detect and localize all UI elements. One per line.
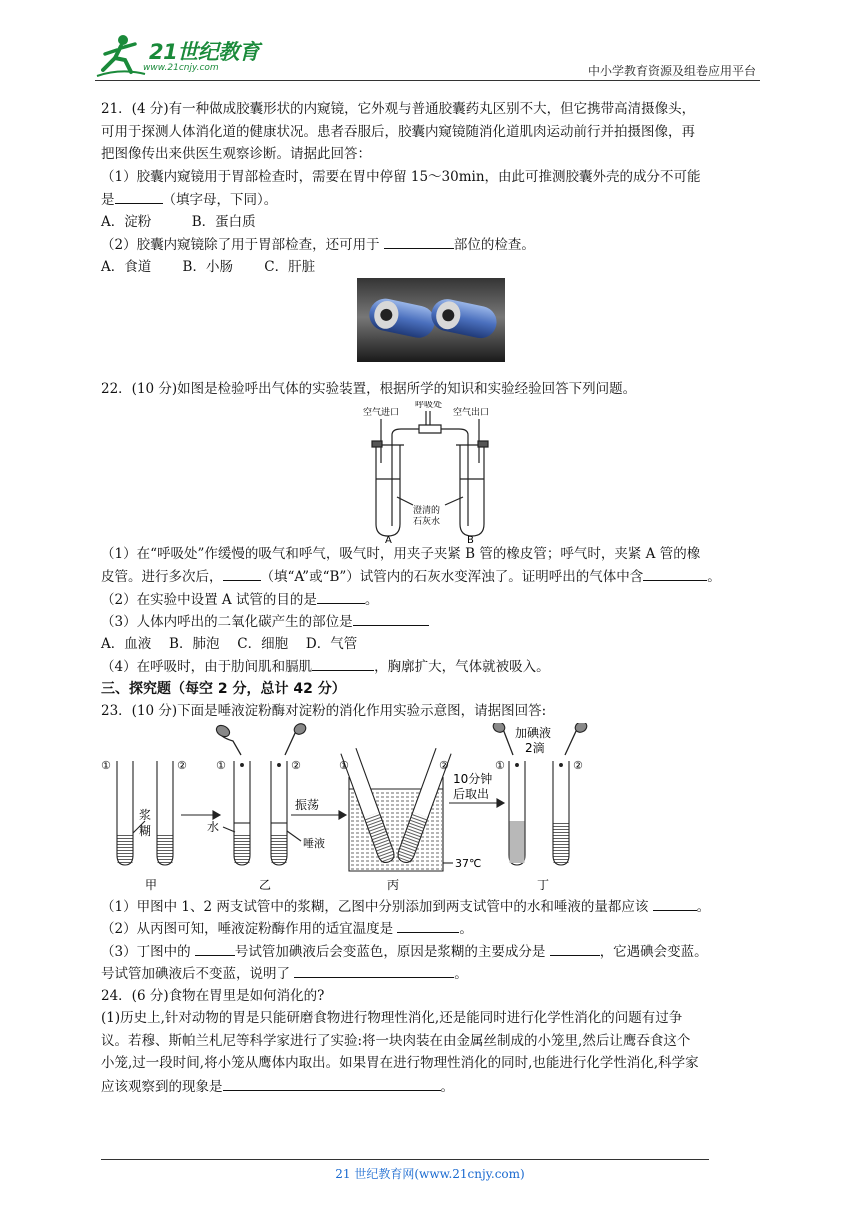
q22-text: （2）在实验中设置 A 试管的目的是 xyxy=(101,591,317,608)
label-jia: 甲 xyxy=(145,877,158,892)
q21-line-1: 21．(4 分)有一种做成胶囊形状的内窥镜，它外观与普通胶囊药丸区别不大，但它携带高清摄像头， xyxy=(101,101,696,117)
label-air-out: 空气出口 xyxy=(453,407,490,418)
q23-text: （3）丁图中的 xyxy=(101,943,195,960)
starch-digestion-diagram xyxy=(101,723,761,895)
answer-blank xyxy=(550,940,600,956)
label-tube-b: B xyxy=(467,534,474,543)
q21-text: 部位的检查。 xyxy=(453,237,535,253)
q22-text: （3）人体内呼出的二氧化碳产生的部位是 xyxy=(101,614,353,630)
q24-text: 应该观察到的现象是 xyxy=(101,1078,223,1095)
tube-label-1: ① xyxy=(495,758,505,772)
q23-text: 号试管加碘液后不变蓝，说明了 xyxy=(101,966,295,982)
answer-blank xyxy=(384,233,454,249)
q22-text: （填“A”或“B”）试管内的石灰水变浑浊了。证明呼出的气体中含 xyxy=(260,569,644,585)
starch-digestion-svg xyxy=(101,723,761,895)
label-saliva: 唾液 xyxy=(303,836,325,850)
q23-text: 。 xyxy=(454,966,468,982)
label-water: 水 xyxy=(207,819,220,834)
tube-label-1: ① xyxy=(216,758,226,772)
label-lime-2: 石灰水 xyxy=(413,516,441,527)
q23-line-5 xyxy=(101,962,761,985)
q21-text: （填字母，下同）。 xyxy=(162,192,278,208)
label-10min-2: 后取出 xyxy=(453,786,490,801)
q23-text: 。 xyxy=(696,898,711,915)
answer-blank xyxy=(643,565,707,581)
q23-text: 号试管加碘液后会变蓝色，原因是浆糊的主要成分是 xyxy=(234,943,550,960)
section-heading: 三、探究题（每空 2 分，总计 42 分） xyxy=(101,680,346,697)
logo-text: 21世纪教育 xyxy=(149,40,260,64)
logo-url: www.21cnjy.com xyxy=(143,63,219,73)
answer-blank xyxy=(317,588,365,604)
q24-text: 。 xyxy=(440,1078,454,1095)
label-tube-a: A xyxy=(385,534,392,543)
q22-text: 。 xyxy=(364,591,379,608)
capsule-photo xyxy=(101,278,761,378)
label-iodine-1: 加碘液 xyxy=(515,725,552,740)
page-footer[interactable]: 21 世纪教育网(www.21cnjy.com) xyxy=(335,1167,525,1181)
q24-line-1: 24．(6 分)食物在胃里是如何消化的? xyxy=(101,987,325,1004)
label-ding: 丁 xyxy=(537,877,550,892)
label-paste-2: 糊 xyxy=(139,823,152,838)
q21-line-7 xyxy=(101,233,761,256)
q21-line-5 xyxy=(101,188,761,211)
answer-blank xyxy=(223,1075,441,1091)
label-shake: 振荡 xyxy=(295,797,320,812)
q21-text: （2）胶囊内窥镜除了用于胃部检查，还可用于 xyxy=(101,237,384,253)
q21-line-3: 把图像传出来供医生观察诊断。请据此回答： xyxy=(101,146,371,162)
label-lime-1: 澄清的 xyxy=(413,505,441,516)
q22-text: ，胸廓扩大，气体就被吸入。 xyxy=(374,659,550,675)
answer-blank xyxy=(294,962,454,978)
q22-line-4 xyxy=(101,588,761,611)
label-10min-1: 10分钟 xyxy=(453,771,493,786)
q24-line-3: 议。若穆、斯帕兰札尼等科学家进行了实验:将一块肉装在由金属丝制成的小笼里,然后让鹰吞食这个 xyxy=(101,1032,691,1049)
q21-line-4: （1）胶囊内窥镜用于胃部检查时，需要在胃中停留 15～30min，由此可推测胶囊外壳的成分不可能 xyxy=(101,168,701,185)
q22-options: A．血液 B．肺泡 C．细胞 D．气管 xyxy=(101,635,358,652)
q22-line-5 xyxy=(101,610,761,633)
label-temperature: 37℃ xyxy=(455,856,482,870)
tube-label-2: ② xyxy=(177,758,187,772)
page-header xyxy=(95,32,760,81)
q23-text: （2）从丙图可知，唾液淀粉酶作用的适宜温度是 xyxy=(101,921,398,937)
q23-text: 。 xyxy=(459,921,473,937)
breath-apparatus-svg xyxy=(101,401,761,543)
q23-line-4 xyxy=(101,940,761,963)
q21-text: 是 xyxy=(101,192,115,208)
exam-content xyxy=(101,98,761,1097)
label-paste-1: 浆 xyxy=(139,807,152,822)
footer-divider xyxy=(101,1159,709,1160)
answer-blank xyxy=(653,895,697,911)
q22-text: 皮管。进行多次后， xyxy=(101,569,223,585)
q24-line-5 xyxy=(101,1075,761,1098)
q24-line-2: (1)历史上,针对动物的胃是只能研磨食物进行物理性消化,还是能同时进行化学性消化的问题有过争 xyxy=(101,1010,683,1026)
q21-line-2: 可用于探测人体消化道的健康状况。患者吞服后，胶囊内窥镜随消化道肌肉运动前行并拍摄图像，再 xyxy=(101,123,695,140)
answer-blank xyxy=(223,565,261,581)
q23-text: （1）甲图中 1、2 两支试管中的浆糊，乙图中分别添加到两支试管中的水和唾液的量都应该 xyxy=(101,898,653,915)
tube-label-2: ② xyxy=(291,758,301,772)
q23-line-3 xyxy=(101,917,761,940)
site-logo xyxy=(95,32,265,78)
q22-text: （4）在呼吸时，由于肋间肌和膈肌 xyxy=(101,659,313,675)
answer-blank xyxy=(353,610,429,626)
q22-line-3 xyxy=(101,565,761,588)
tube-label-2: ② xyxy=(439,758,449,772)
label-yi: 乙 xyxy=(259,877,272,892)
q22-line-7 xyxy=(101,655,761,678)
label-bing: 丙 xyxy=(387,877,400,892)
q21-options-1: A．淀粉 B．蛋白质 xyxy=(101,213,256,230)
header-tagline: 中小学教育资源及组卷应用平台 xyxy=(587,64,756,78)
tube-label-1: ① xyxy=(339,758,349,772)
answer-blank xyxy=(397,917,459,933)
answer-blank xyxy=(115,188,163,204)
tube-label-2: ② xyxy=(573,758,583,772)
q23-line-2 xyxy=(101,895,761,918)
q22-line-1: 22．(10 分)如图是检验呼出气体的实验装置，根据所学的知识和实验经验回答下列问题。 xyxy=(101,381,637,397)
q22-text: 。 xyxy=(707,569,721,585)
answer-blank xyxy=(312,655,374,671)
q23-line-1: 23．(10 分)下面是唾液淀粉酶对淀粉的消化作用实验示意图，请据图回答: xyxy=(101,703,547,719)
q24-line-4: 小笼,过一段时间,将小笼从鹰体内取出。如果胃在进行物理性消化的同时,也能进行化学性消化,科学家 xyxy=(101,1055,699,1071)
q21-options-2: A．食道 B．小肠 C．肝脏 xyxy=(101,258,316,275)
q23-text: ，它遇碘会变蓝。 xyxy=(599,943,708,960)
breath-apparatus-diagram xyxy=(101,401,761,543)
capsule-endoscope-image xyxy=(101,278,761,378)
label-air-in: 空气进口 xyxy=(363,407,400,418)
label-iodine-2: 2滴 xyxy=(525,740,545,755)
runner-logo-icon xyxy=(95,32,147,78)
tube-label-1: ① xyxy=(101,758,111,772)
label-breath: 呼吸处 xyxy=(415,400,443,410)
answer-blank xyxy=(195,940,235,956)
q22-line-2: （1）在“呼吸处”作缓慢的吸气和呼气，吸气时，用夹子夹紧 B 管的橡皮管；呼气时，夹紧 A 管的橡 xyxy=(101,545,701,562)
